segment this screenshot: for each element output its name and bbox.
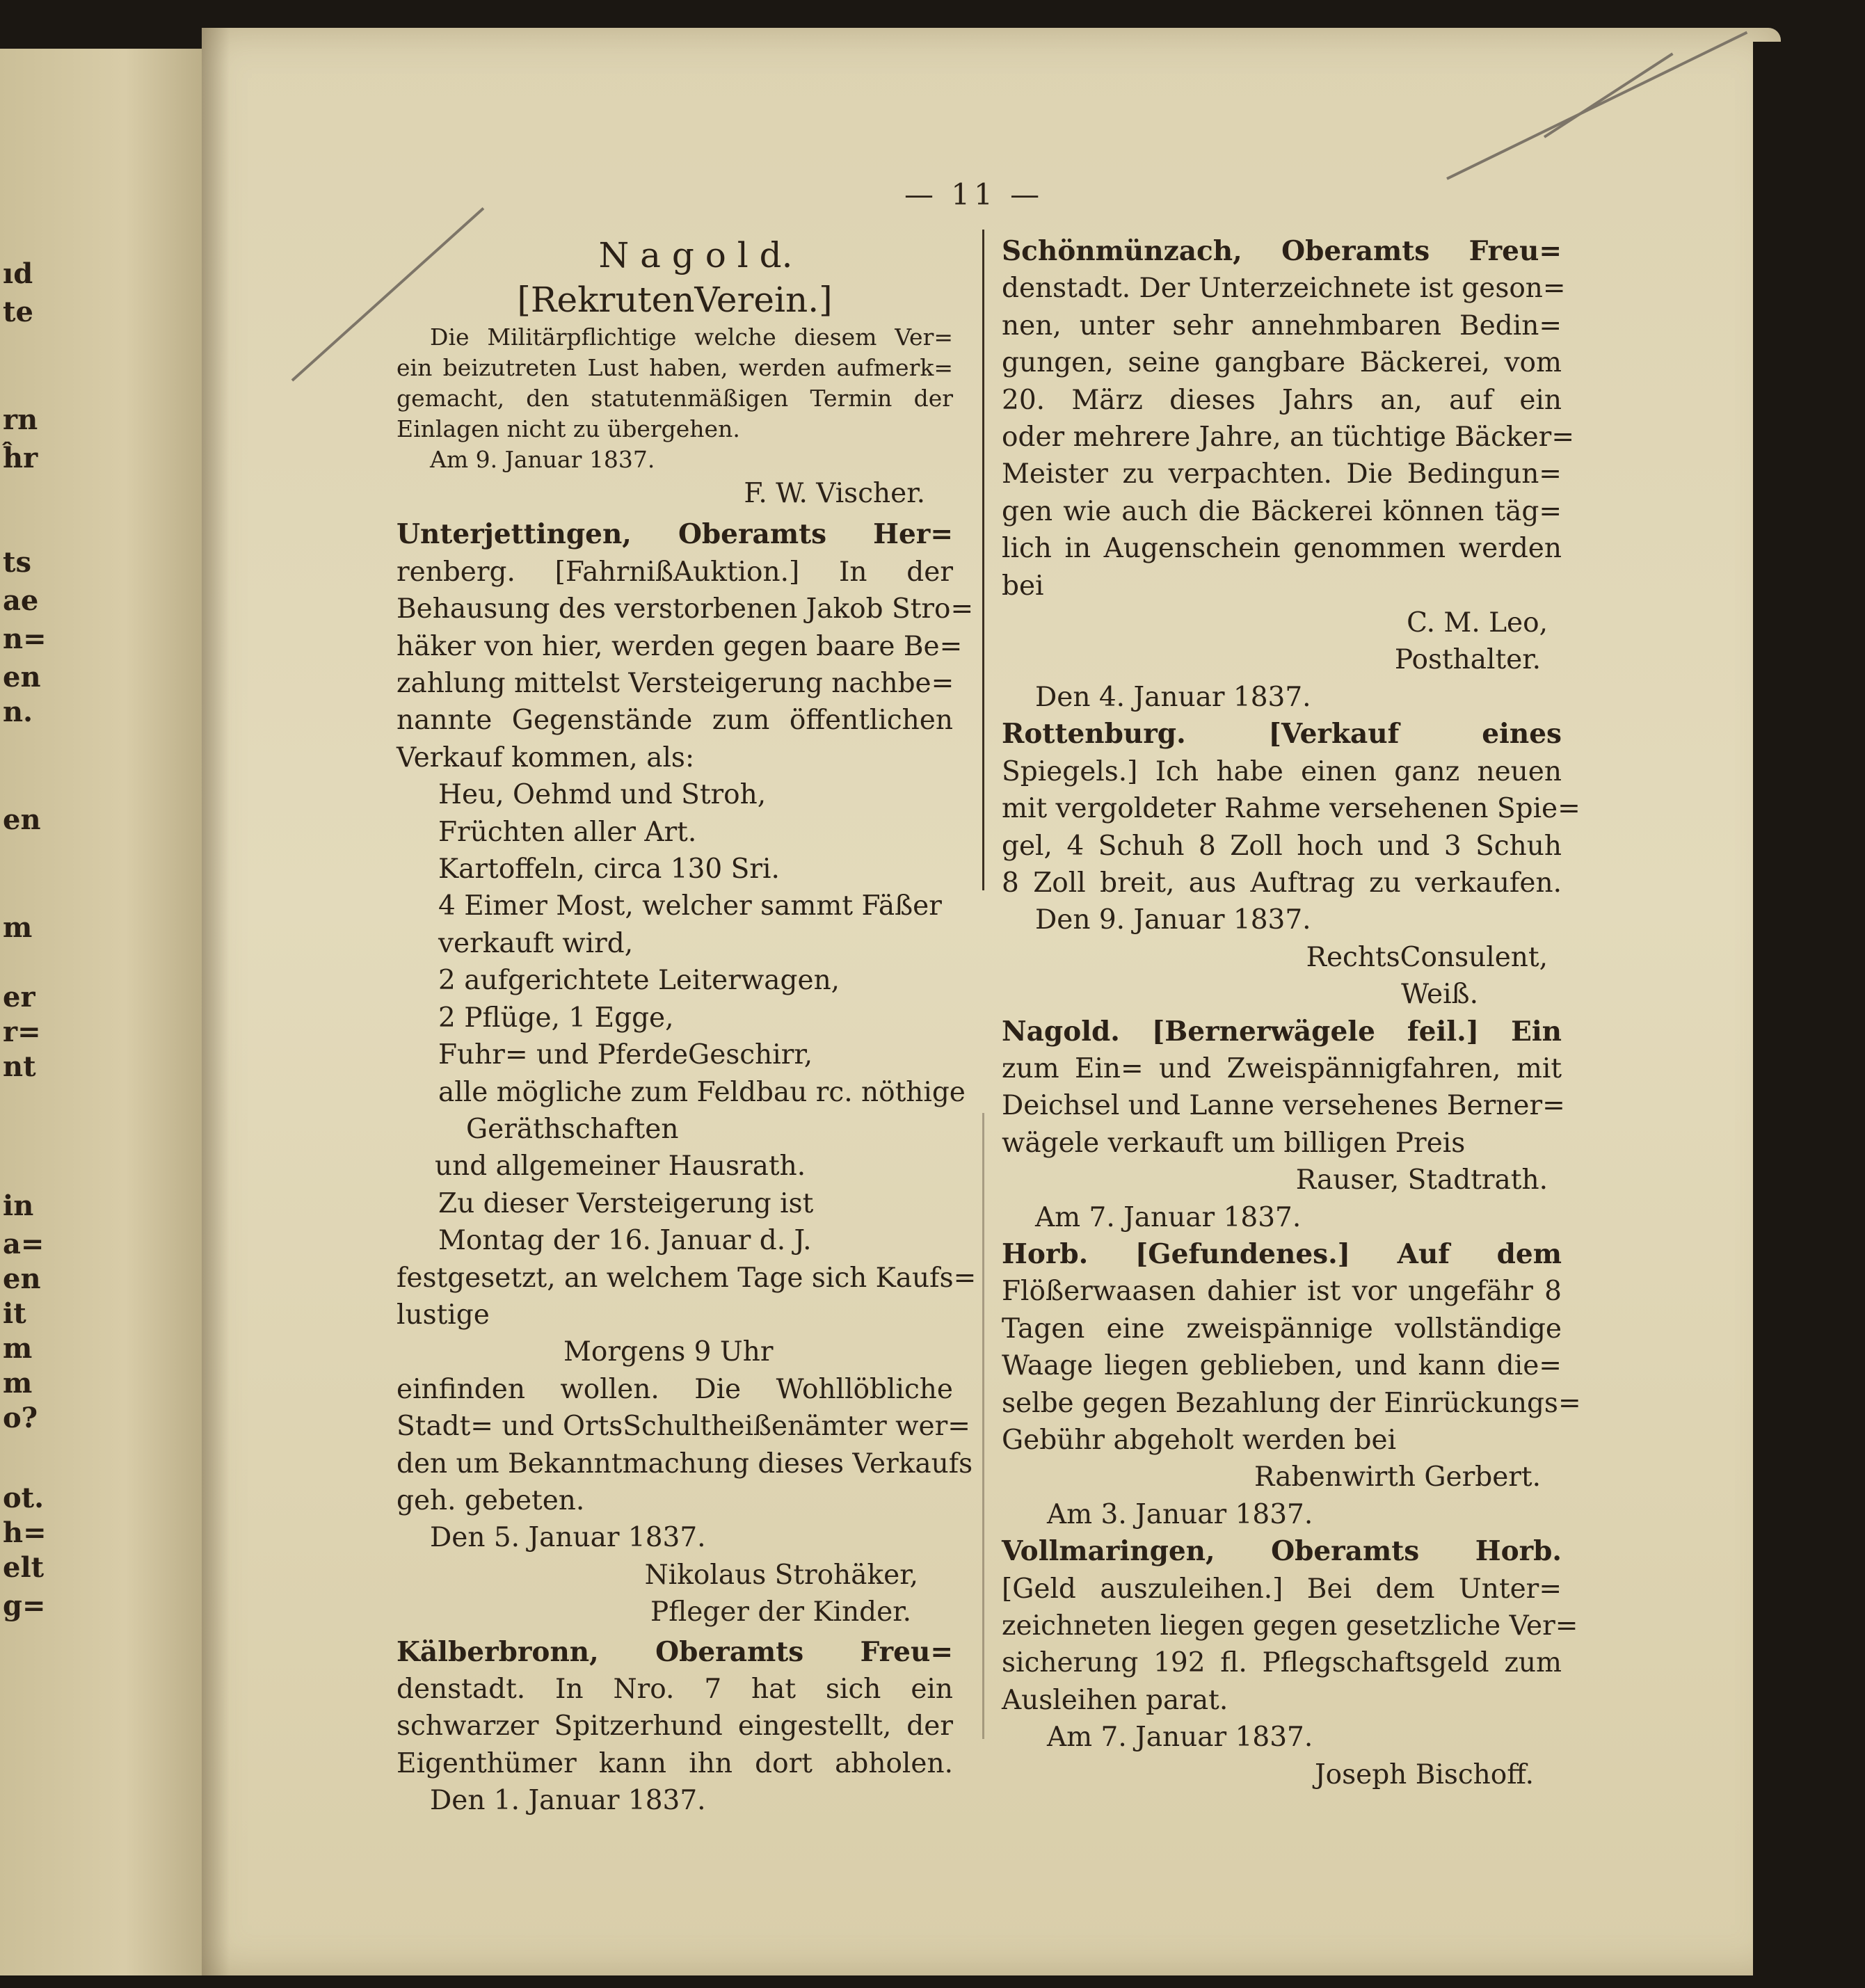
fragment: n= — [3, 623, 47, 655]
fragment: in — [3, 1189, 34, 1222]
list-item: 4 Eimer Most, welcher sammt Fäßer — [438, 890, 942, 922]
right-column — [1002, 233, 1581, 1793]
notice-line: sicherung 192 fl. Pflegschaftsgeld zum — [1002, 1647, 1562, 1679]
notice-line: gungen, seine gangbare Bäckerei, vom — [1002, 347, 1562, 379]
fragment: er — [3, 981, 35, 1013]
notice-line: zahlung mittelst Versteigerung nachbe= — [397, 668, 954, 700]
notice-date: Den 4. Januar 1837. — [1035, 681, 1311, 713]
list-item: 2 aufgerichtete Leiterwagen, — [438, 965, 840, 997]
notice-line: Waage liegen geblieben, und kann die= — [1002, 1350, 1562, 1382]
notice-line: Meister zu verpachten. Die Bedingun= — [1002, 458, 1562, 490]
notice-line: 8 Zoll breit, aus Auftrag zu verkaufen. — [1002, 867, 1562, 899]
notice-line: Stadt= und OrtsSchultheißenämter wer= — [397, 1411, 970, 1443]
notice-rottenburg — [1002, 716, 1580, 1013]
fragment: te — [3, 296, 33, 328]
notice-line: Deichsel und Lanne versehenes Berner= — [1002, 1090, 1565, 1122]
fragment: ts — [3, 546, 31, 579]
notice-line: gemacht, den statutenmäßigen Termin der — [397, 385, 953, 412]
notice-vollmaringen — [1002, 1533, 1578, 1793]
fragment: ae — [3, 584, 39, 617]
notice-nagold-rekruten — [397, 233, 953, 512]
notice-line: Rottenburg. [Verkauf eines — [1002, 718, 1562, 751]
fragment: nt — [3, 1050, 36, 1083]
notice-signature: Joseph Bischoff. — [1315, 1758, 1534, 1790]
notice-line: Einlagen nicht zu übergehen. — [397, 415, 740, 442]
notice-line: häker von hier, werden gegen baare Be= — [397, 630, 963, 662]
fragment: en — [3, 1262, 41, 1295]
notice-line: geh. gebeten. — [397, 1484, 585, 1516]
fragment: ot. — [3, 1482, 45, 1514]
notice-line: zeichneten liegen gegen gesetzliche Ver= — [1002, 1610, 1578, 1642]
fragment: a= — [3, 1228, 45, 1260]
notice-signature: F. W. Vischer. — [744, 478, 925, 509]
notice-line: Schönmünzach, Oberamts Freu= — [1002, 235, 1562, 267]
list-item: verkauft wird, — [438, 927, 634, 959]
fragment: n. — [3, 696, 33, 728]
notice-line: zum Ein= und Zweispännigfahren, mit — [1002, 1052, 1562, 1084]
notice-signature: Weiß. — [1401, 979, 1478, 1011]
notice-line: lich in Augenschein genommen werden — [1002, 533, 1562, 565]
notice-date: Den 9. Januar 1837. — [1035, 904, 1311, 936]
fragment: ĥr — [3, 442, 38, 474]
notice-line: Spiegels.] Ich habe einen ganz neuen — [1002, 755, 1562, 787]
notice-signature: C. M. Leo, — [1407, 607, 1548, 639]
notice-signature: Rabenwirth Gerbert. — [1254, 1461, 1541, 1493]
fragment: it — [3, 1297, 26, 1330]
notice-line: nannte Gegenstände zum öffentlichen — [397, 705, 953, 737]
notice-line: nen, unter sehr annehmbaren Bedin= — [1002, 310, 1562, 342]
notice-line: Nagold. [Bernerwägele feil.] Ein — [1002, 1015, 1562, 1048]
notice-date: Am 3. Januar 1837. — [1047, 1498, 1313, 1530]
left-page-edge — [0, 49, 209, 1975]
notice-line: Zu dieser Versteigerung ist — [438, 1187, 814, 1219]
notice-line: Montag der 16. Januar d. J. — [438, 1225, 812, 1257]
notice-line: denstadt. In Nro. 7 hat sich ein — [397, 1674, 953, 1705]
notice-schoenmuenzach — [1002, 233, 1574, 716]
notice-signature: Nikolaus Strohäker, — [644, 1559, 918, 1591]
notice-line: Horb. [Gefundenes.] Auf dem — [1002, 1237, 1562, 1270]
fragment: en — [3, 803, 41, 836]
notice-nagold-bernerwaegele — [1002, 1013, 1565, 1236]
notice-kaelberbronn — [397, 1634, 953, 1820]
background-edge — [1753, 42, 1865, 1988]
list-item: Früchten aller Art. — [438, 816, 697, 848]
notice-line: denstadt. Der Unterzeichnete ist geson= — [1002, 273, 1566, 305]
notice-line: Eigenthümer kann ihn dort abholen. — [397, 1747, 953, 1779]
page-gutter-shadow — [202, 28, 230, 1975]
fragment: ıd — [3, 257, 33, 290]
notice-line: Vollmaringen, Oberamts Horb. — [1002, 1535, 1562, 1568]
notice-line: Ausleihen parat. — [1002, 1684, 1228, 1716]
notice-signature: Rauser, Stadtrath. — [1295, 1164, 1548, 1196]
column-divider-faint — [982, 1113, 984, 1739]
notice-line: Verkauf kommen, als: — [397, 742, 695, 773]
notice-line: einfinden wollen. Die Wohllöbliche — [397, 1373, 953, 1405]
notice-line: selbe gegen Bezahlung der Einrückungs= — [1002, 1387, 1581, 1419]
list-item: 2 Pflüge, 1 Egge, — [438, 1002, 674, 1034]
notice-signature: Pfleger der Kinder. — [650, 1596, 911, 1628]
notice-line: Die Militärpflichtige welche diesem Ver= — [430, 323, 953, 351]
fragment: en — [3, 661, 41, 694]
notice-date: Am 7. Januar 1837. — [1047, 1722, 1313, 1754]
notice-line: mit vergoldeter Rahme versehenen Spie= — [1002, 793, 1580, 825]
notice-subtitle: [RekrutenVerein.] — [517, 280, 833, 320]
page-number: — 11 — — [904, 177, 1044, 211]
notice-line: ein beizutreten Lust haben, werden aufmerk= — [397, 354, 953, 381]
list-item: Geräthschaften — [466, 1113, 679, 1145]
notice-line: Unterjettingen, Oberamts Her= — [397, 518, 953, 551]
notice-unterjettingen — [397, 516, 977, 1630]
notice-date: Den 5. Januar 1837. — [430, 1522, 706, 1554]
fragment: elt — [3, 1551, 45, 1584]
notice-line: Kälberbronn, Oberamts Freu= — [397, 1635, 953, 1668]
fragment: g= — [3, 1589, 46, 1622]
notice-date: Am 7. Januar 1837. — [1035, 1201, 1302, 1233]
notice-line: oder mehrere Jahre, an tüchtige Bäcker= — [1002, 422, 1574, 454]
notice-line: festgesetzt, an welchem Tage sich Kaufs= — [397, 1262, 977, 1294]
fragment: m — [3, 1332, 33, 1365]
list-item: Kartoffeln, circa 130 Sri. — [438, 853, 780, 885]
fragment: m — [3, 1367, 33, 1400]
fragment: rn — [3, 403, 38, 436]
fragment: r= — [3, 1016, 41, 1048]
fragment: o? — [3, 1402, 38, 1434]
notice-line: 20. März dieses Jahrs an, auf ein — [1002, 384, 1562, 416]
list-item: alle mögliche zum Feldbau rc. nöthige — [438, 1076, 966, 1108]
notice-line: lustige — [397, 1299, 490, 1331]
notice-horb-gefundenes — [1002, 1236, 1581, 1533]
notice-date: Den 1. Januar 1837. — [430, 1785, 706, 1817]
notice-line: schwarzer Spitzerhund eingestellt, der — [397, 1710, 953, 1742]
notice-signature: Posthalter. — [1394, 644, 1541, 676]
notice-line: Gebühr abgeholt werden bei — [1002, 1425, 1397, 1456]
notice-line: Behausung des verstorbenen Jakob Stro= — [397, 593, 974, 625]
notice-line: [Geld auszuleihen.] Bei dem Unter= — [1002, 1573, 1562, 1605]
notice-title: N a g o l d. — [598, 235, 793, 275]
notice-date: Am 9. Januar 1837. — [430, 446, 655, 473]
notice-line: renberg. [FahrnißAuktion.] In der — [397, 556, 953, 588]
notice-line: Tagen eine zweispännige vollständige — [1002, 1313, 1562, 1345]
notice-line: bei — [1002, 570, 1044, 602]
list-item: Fuhr= und PferdeGeschirr, — [438, 1039, 813, 1071]
column-divider — [982, 230, 984, 890]
fragment: h= — [3, 1516, 47, 1549]
list-item: und allgemeiner Hausrath. — [435, 1151, 806, 1183]
notice-line: Flößerwaasen dahier ist vor ungefähr 8 — [1002, 1276, 1562, 1308]
notice-line: wägele verkauft um billigen Preis — [1002, 1127, 1466, 1159]
notice-line: den um Bekanntmachung dieses Verkaufs — [397, 1448, 973, 1480]
fragment: m — [3, 911, 33, 944]
notice-line: Morgens 9 Uhr — [563, 1336, 774, 1368]
left-column — [397, 233, 977, 1820]
notice-line: gen wie auch die Bäckerei können täg= — [1002, 495, 1562, 527]
notice-signature: RechtsConsulent, — [1306, 941, 1548, 973]
list-item: Heu, Oehmd und Stroh, — [438, 779, 767, 811]
notice-line: gel, 4 Schuh 8 Zoll hoch und 3 Schuh — [1002, 830, 1562, 862]
